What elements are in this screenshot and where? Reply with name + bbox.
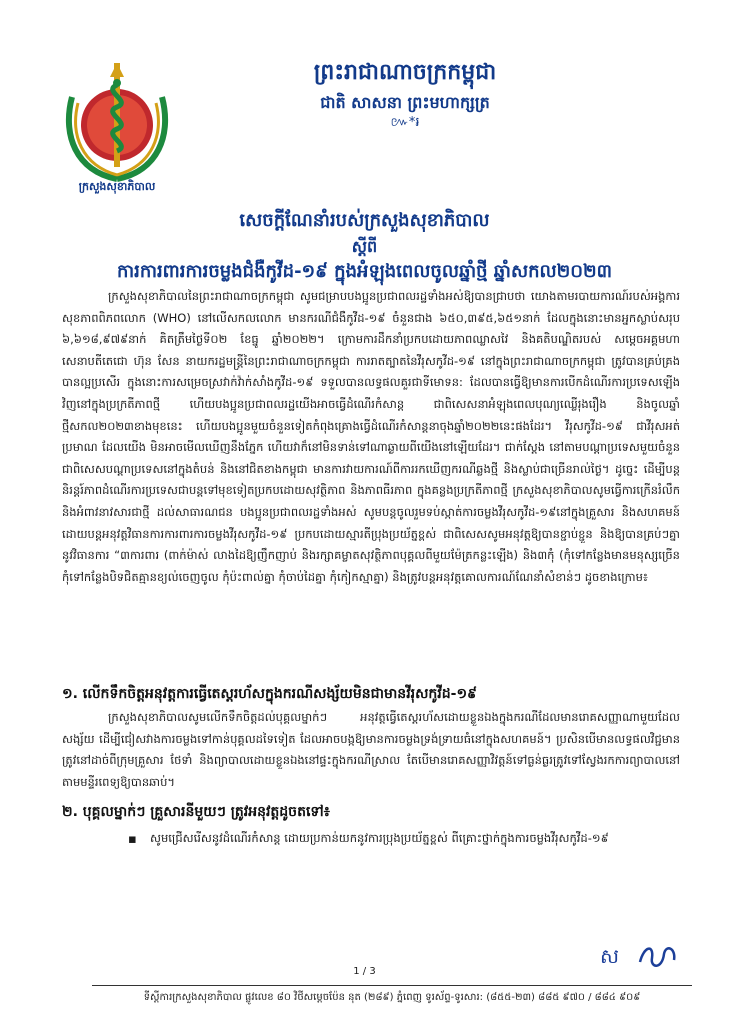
footer-contact: ទីស្តីការក្រសួងសុខាភិបាល ផ្លូវលេខ ៨០ វិថីសម្តេចប៉ែន នុត (២៨៩) ភ្នំពេញ ទូរស័ព្ទ-ទូរសារ: (៨៥៥-២៣) ៨៨៥ ៩៧០ / ៨៨៤ ៩០៩ xyxy=(143,992,641,1003)
ministry-logo xyxy=(58,55,176,183)
section-1-paragraph: ក្រសួងសុខាភិបាលសូមលើកទឹកចិត្តដល់បុគ្គលម្នាក់ៗ អនុវត្តធ្វើតេស្តរហ័សដោយខ្លួនឯងក្នុងករណីដែលមានរោគសញ្ញាណាមួយដែលសង្ស័យ ដើម្បីជៀសវាងការចម្លងទៅកាន់បុគ្គលដទៃទៀត ដែលអាចបង្កឱ្យមានការចម្លងទ្រង់ទ្រាយធំនៅក្នុងសហគមន៍។ ប្រសិនបើមានលទ្ធផលវិជ្ជមាន ត្រូវនៅដាច់ពីក្រុមគ្រួសារ ថែទាំ និងព្យាបាលដោយខ្លួនឯងនៅផ្ទះក្នុងករណីស្រាល តែបើមានរោគសញ្ញាវិវត្តន៍ទៅធ្ងន់ធ្ងរត្រូវទៅស្វែងរកការព្យាបាលនៅតាមមន្ទីរពេទ្យឱ្យបានឆាប់។ xyxy=(62,710,680,789)
page-number: 1 / 3 xyxy=(353,966,376,977)
document-title: សេចក្តីណែនាំរបស់ក្រសួងសុខាភិបាល xyxy=(239,210,490,231)
section-heading-2: ២. បុគ្គលម្នាក់ៗ គ្រួសារនីមួយៗ ត្រូវអនុវត្តដូចតទៅ៖ xyxy=(62,804,330,820)
footer-divider xyxy=(92,985,692,986)
section-heading-1: ១. លើកទឹកចិត្តអនុវត្តការធ្វើតេស្តរហ័សក្នុងករណីសង្ស័យមិនជាមានវីរុសកូវីដ-១៩ xyxy=(62,686,477,702)
initials: ស xyxy=(600,944,620,968)
national-motto: ជាតិ សាសនា ព្រះមហាក្សត្រ xyxy=(320,93,490,112)
bullet-marker: ▪ xyxy=(128,832,137,847)
intro-paragraph: ក្រសួងសុខាភិបាលនៃព្រះរាជាណាចក្រកម្ពុជា សូមជម្រាបបងប្អូនប្រជាពលរដ្ឋទាំងអស់ឱ្យបានជ្រាបថា យោងតាមរបាយការណ៍របស់អង្គការសុខភាពពិភពលោក (WHO) នៅលើសកលលោក មានករណីជំងឺកូវីដ-១៩ ចំនួនជាង ៦៥០,៣៩៥,៦៥១នាក់ ដែលក្នុងនោះមានអ្នកស្លាប់សរុប ៦,៦១៨,៩៧៩នាក់ គិតត្រឹមថ្ងៃទី០២ ខែធ្នូ ឆ្នាំ២០២២។ ក្រោមការដឹកនាំប្រកបដោយភាពឈ្លាសវៃ និងគតិបណ្ឌិតរបស់ សម្តេចអគ្គមហាសេនាបតីតេជោ ហ៊ុន សែន នាយករដ្ឋមន្ត្រីនៃព្រះរាជាណាចក្រកម្ពុជា ការរាតត្បាតនៃវីរុសកូវីដ-១៩ នៅក្នុងព្រះរាជាណាចក្រកម្ពុជា ត្រូវបានគ្រប់គ្រងបានល្អប្រសើរ ក្នុងនោះការសម្រេចស្រវាក់វ៉ាក់សាំងកូវីដ-១៩ ទទួលបានលទ្ធផលគួរជាទីមោទន: ដែលបានធ្វើឱ្យមានការបើកដំណើរការប្រទេសឡើងវិញនៅក្នុងប្រក្រតីភាពថ្មី ហើយបងប្អូនប្រជាពលរដ្ឋយើងអាចធ្វើដំណើរកំសាន្ត ជាពិសេសនាអំឡុងពេលបុណ្យឈ្លើរុងរឿង និងចូលឆ្នាំថ្មីសកល២០២៣ខាងមុខនេះ ហើយបងប្អូនមួយចំនួនទៀតកំពុងគ្រោងធ្វើដំណើរកំសាន្តនាចុងឆ្នាំ២០២២នេះផងដែរ។ វីរុសកូវីដ-១៩ ជាវីរុសអត់ប្រមាណ ដែលយើង មិនអាចមើលឃើញនឹងភ្នែក ហើយវាក៏នៅមិនទាន់ទៅណាឆ្ងាយពីយើងនៅឡើយដែរ។ ជាក់ស្តែង នៅតាមបណ្តាប្រទេសមួយចំនួន ជាពិសេសបណ្តាប្រទេសនៅក្នុងតំបន់ និងនៅជិតខាងកម្ពុជា មានការវាយការណ៍ពីការរកឃើញករណីឆ្លងថ្មី និងស្លាប់ជាច្រើនរាល់ថ្ងៃ។ ដូច្នេះ ដើម្បីបន្តនិរន្តរ៍ភាពដំណើរការប្រទេសជាបន្តទៅមុខទៀតប្រកបដោយសុវត្ថិភាព និងភាពធីរភាព ក្នុងគន្លងប្រក្រតីភាពថ្មី ក្រសួងសុខាភិបាលសូមធ្វើការក្រើនរំលឹក និងអំពាវនាវសារជាថ្មី ដល់សាធារណជន បងប្អូនប្រជាពលរដ្ឋទាំងអស់ សូមបន្តចូលរួមទប់ស្កាត់ការចម្លងវីរុសកូវីដ-១៩នៅក្នុងគ្រួសារ និងសហគមន៍ ដោយបន្តអនុវត្តវិធានការការពារការចម្លងវីរុសកូវីដ-១៩ ប្រកបដោយស្មារតីប្រុងប្រយ័ត្នខ្ពស់ ជាពិសេសសូមអនុវត្តឱ្យបានខ្ជាប់ខ្ជួន និងឱ្យបានគ្រប់ៗគ្នា នូវវិធានការ “៣ការពារ (ពាក់ម៉ាស់ លាងដៃឱ្យញឹកញាប់ និងរក្សាគម្លាតសុវត្ថិភាពបុគ្គលពីមួយម៉ែត្រកន្លះឡើង) និង៣កុំ (កុំទៅកន្លែងមានមនុស្សច្រើន កុំទៅកន្លែងបិទជិតគ្មានខ្យល់ចេញចូល កុំប៉ះពាល់គ្នា កុំចាប់ដៃគ្នា កុំកៀកស្មាគ្នា) និងត្រូវបន្តអនុវត្តគោលការណ៍ណែនាំសំខាន់ៗ ដូចខាងក្រោម៖ xyxy=(62,289,680,584)
kingdom-title: ព្រះរាជាណាចក្រកម្ពុជា xyxy=(313,60,497,85)
document-topic: ការការពារការចម្លងជំងឺកូវីដ-១៩ ក្នុងអំឡុងពេលចូលឆ្នាំថ្មី ឆ្នាំសកល២០២៣ xyxy=(116,261,613,282)
ornament: ៚*៛ xyxy=(390,115,420,130)
document-subtitle: ស្តីពី xyxy=(351,237,378,256)
bullet-item: សូមជ្រើសរើសនូវដំណើរកំសាន្ត ដោយប្រកាន់យកនូវការប្រុងប្រយ័ត្នខ្ពស់ ពីគ្រោះថ្នាក់ក្នុងការចម្លងវីរុសកូវីដ-១៩ xyxy=(150,831,609,845)
ministry-label: ក្រសួងសុខាភិបាល xyxy=(78,180,156,193)
